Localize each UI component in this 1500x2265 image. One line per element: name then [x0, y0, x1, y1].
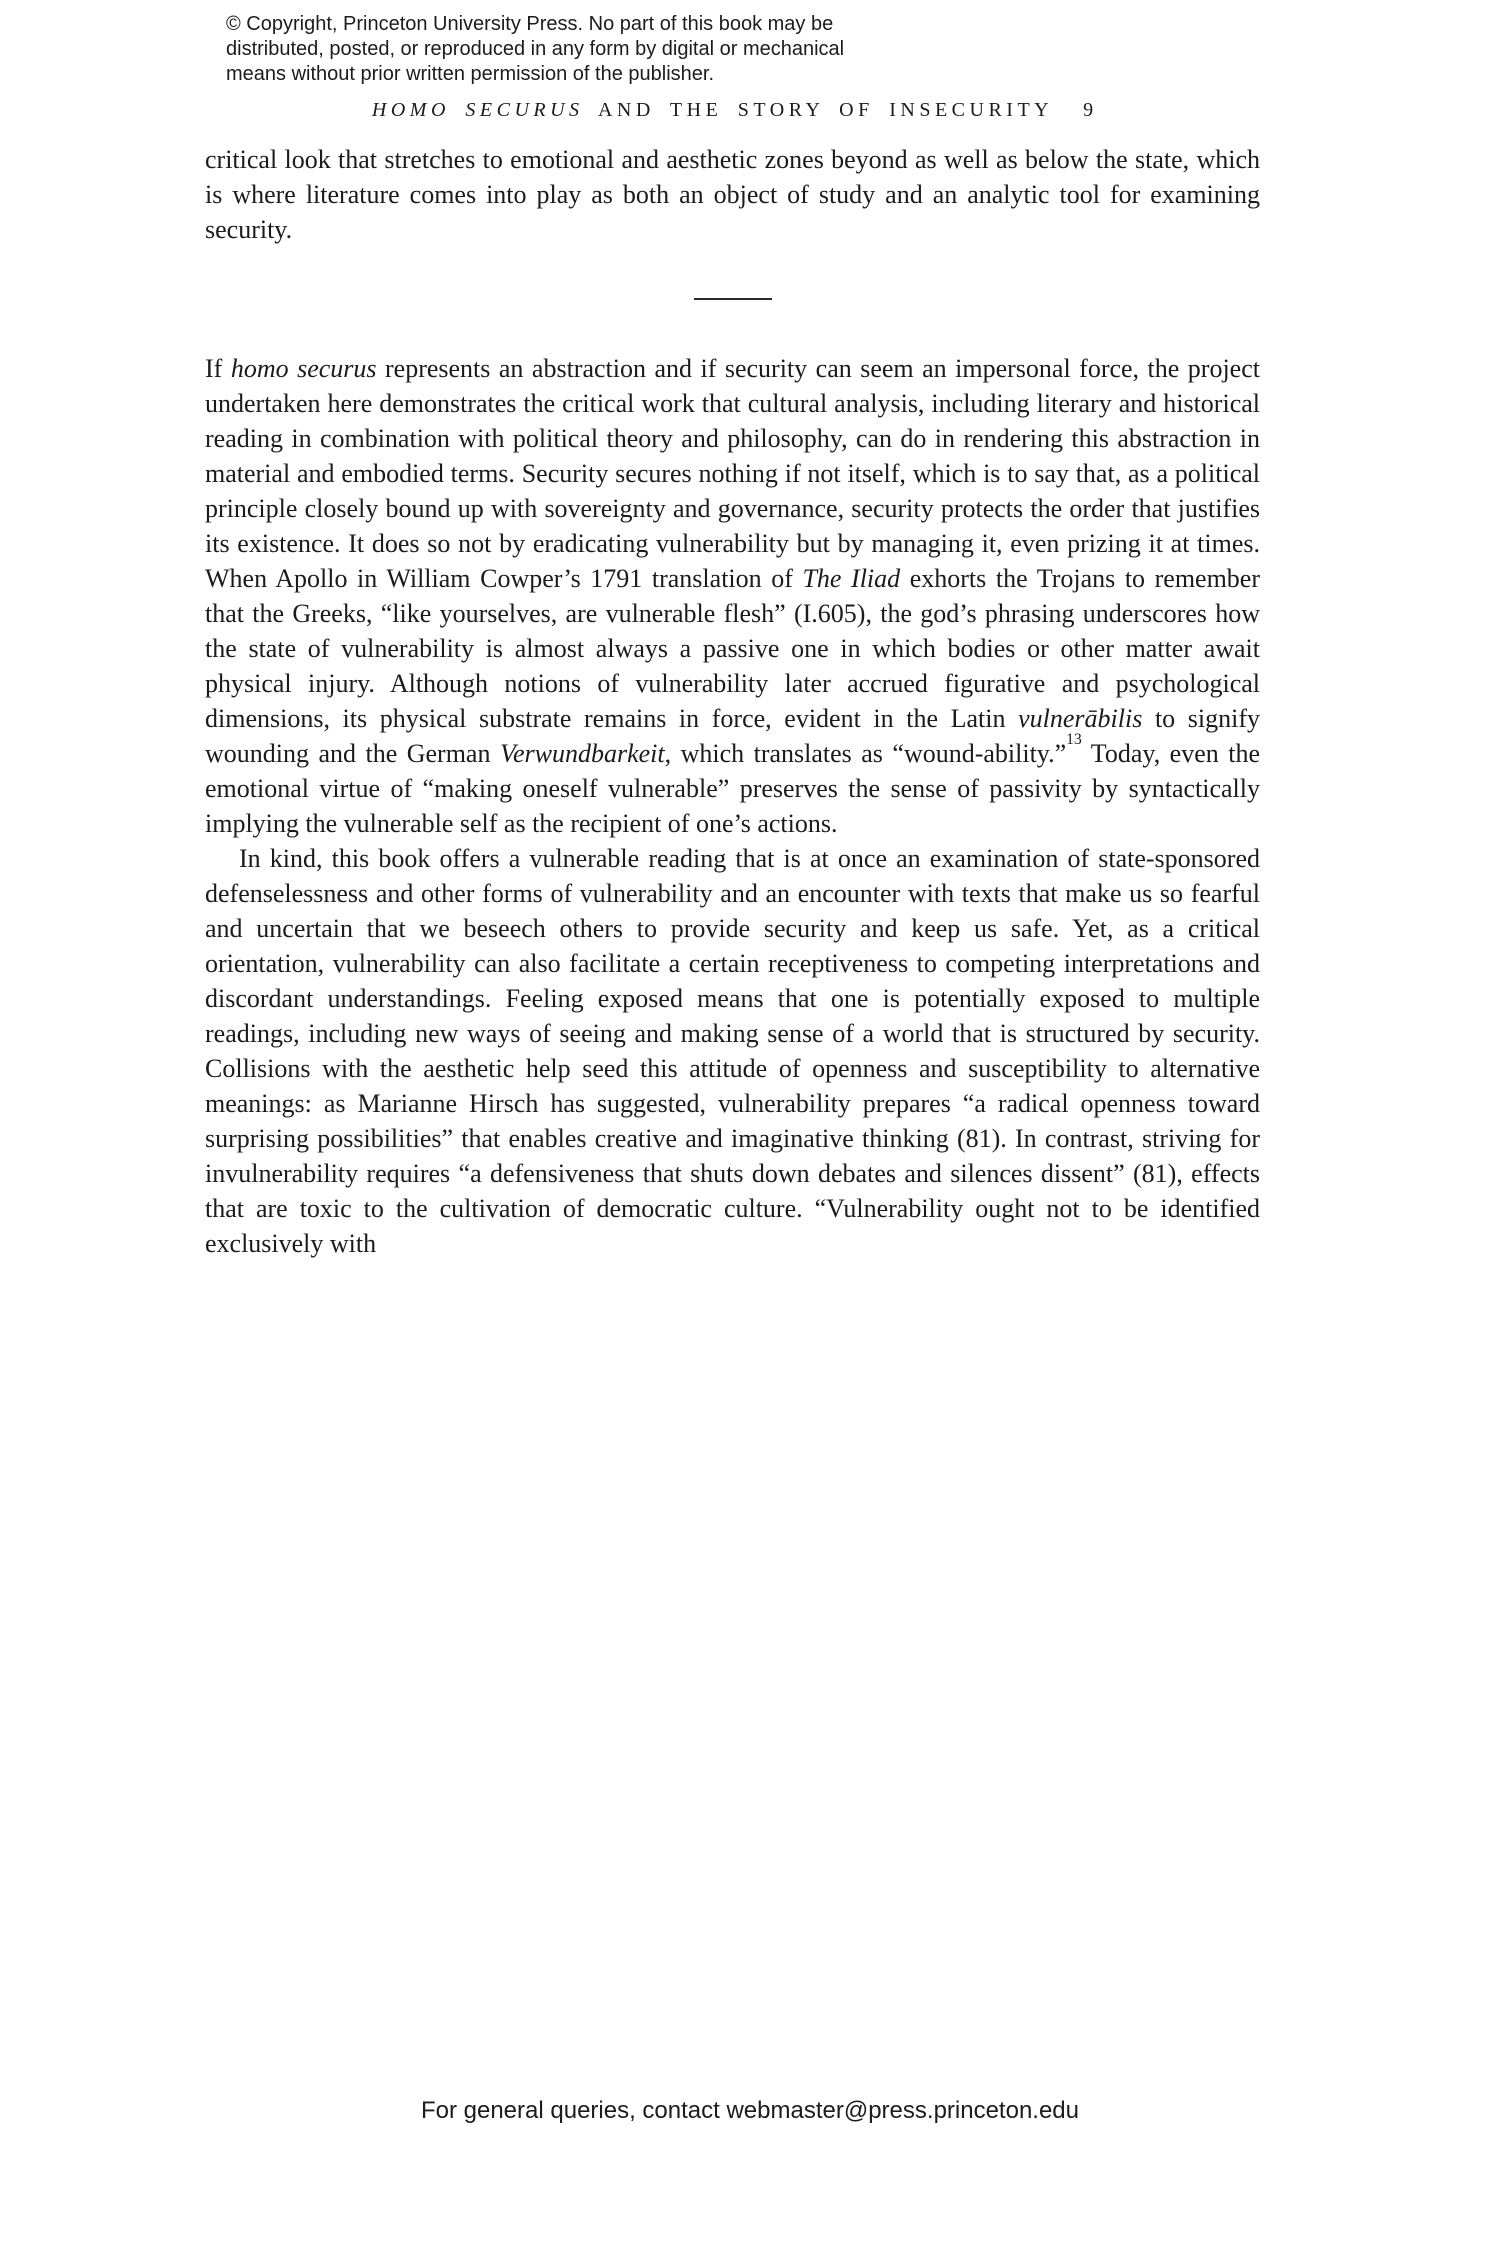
footer-email-link[interactable]: webmaster@press.princeton.edu: [726, 2097, 1080, 2124]
body-text: [205, 142, 1260, 1261]
section-divider-rule: [694, 298, 772, 300]
copyright-notice: [226, 12, 844, 87]
copyright-line-2: distributed, posted, or reproduced in any form by digital or mechanical: [226, 38, 845, 60]
page-number: 9: [1083, 99, 1094, 121]
paragraph: In kind, this book offers a vulnerable reading that is at once an examination of state-sponsored defenselessness and other forms of vulnerability and an encounter with texts that make us so fearful and uncertain that we beseech others to provide security and keep us safe. Yet, as a critical orientation, vulnerability can also facilitate a certain receptiveness to competing interpretations and discordant understandings. Feeling exposed means that one is potentially exposed to multiple readings, including new ways of seeing and making sense of a world that is structured by security. Collisions with the aesthetic help seed this attitude of openness and susceptibility to alternative meanings: as Marianne Hirsch has suggested, vulnerability prepares “a radical openness toward surprising possibilities” that enables creative and imaginative thinking (81). In contrast, striving for invulnerability requires “a defensiveness that shuts down debates and silences dissent” (81), effects that are toxic to the cultivation of democratic culture. “Vulnerability ought not to be identified exclusively with: [205, 844, 1260, 1258]
copyright-line-1: © Copyright, Princeton University Press. No part of this book may be: [226, 13, 834, 35]
footer-text: For general queries, contact: [420, 2097, 727, 2124]
section-break: [205, 247, 1260, 351]
paragraph: If homo securus represents an abstraction and if security can seem an impersonal force, the project undertaken here demonstrates the critical work that cultural analysis, including literary and historical reading in combination with political theory and philosophy, can do in rendering this abstraction in material and embodied terms. Security secures nothing if not itself, which is to say that, as a political principle closely bound up with sovereignty and governance, security protects the order that justifies its existence. It does so not by eradicating vulnerability but by managing it, even prizing it at times. When Apollo in William Cowper’s 1791 translation of The Iliad exhorts the Trojans to remember that the Greeks, “like yourselves, are vulnerable flesh” (I.605), the god’s phrasing underscores how the state of vulnerability is almost always a passive one in which bodies or other matter await physical injury. Although notions of vulnerability later accrued figurative and psychological dimensions, its physical substrate remains in force, evident in the Latin vulnerābilis to signify wounding and the German Verwundbarkeit, which translates as “wound-ability.”$^{13}$ Today, even the emotional virtue of “making oneself vulnerable” preserves the sense of passivity by syntactically implying the vulnerable self as the recipient of one’s actions.: [205, 354, 1261, 838]
running-header-book-title: HOMO SECURUS: [371, 99, 584, 121]
running-header: [205, 99, 1260, 122]
paragraph: critical look that stretches to emotional and aesthetic zones beyond as well as below the state, which is where literature comes into play as both an object of study and an analytic tool for examining security.: [205, 145, 1260, 244]
page-footer: [0, 2097, 1500, 2125]
running-header-chapter-title: AND THE STORY OF INSECURITY: [583, 99, 1054, 121]
copyright-line-3: means without prior written permission of the publisher.: [226, 63, 715, 85]
